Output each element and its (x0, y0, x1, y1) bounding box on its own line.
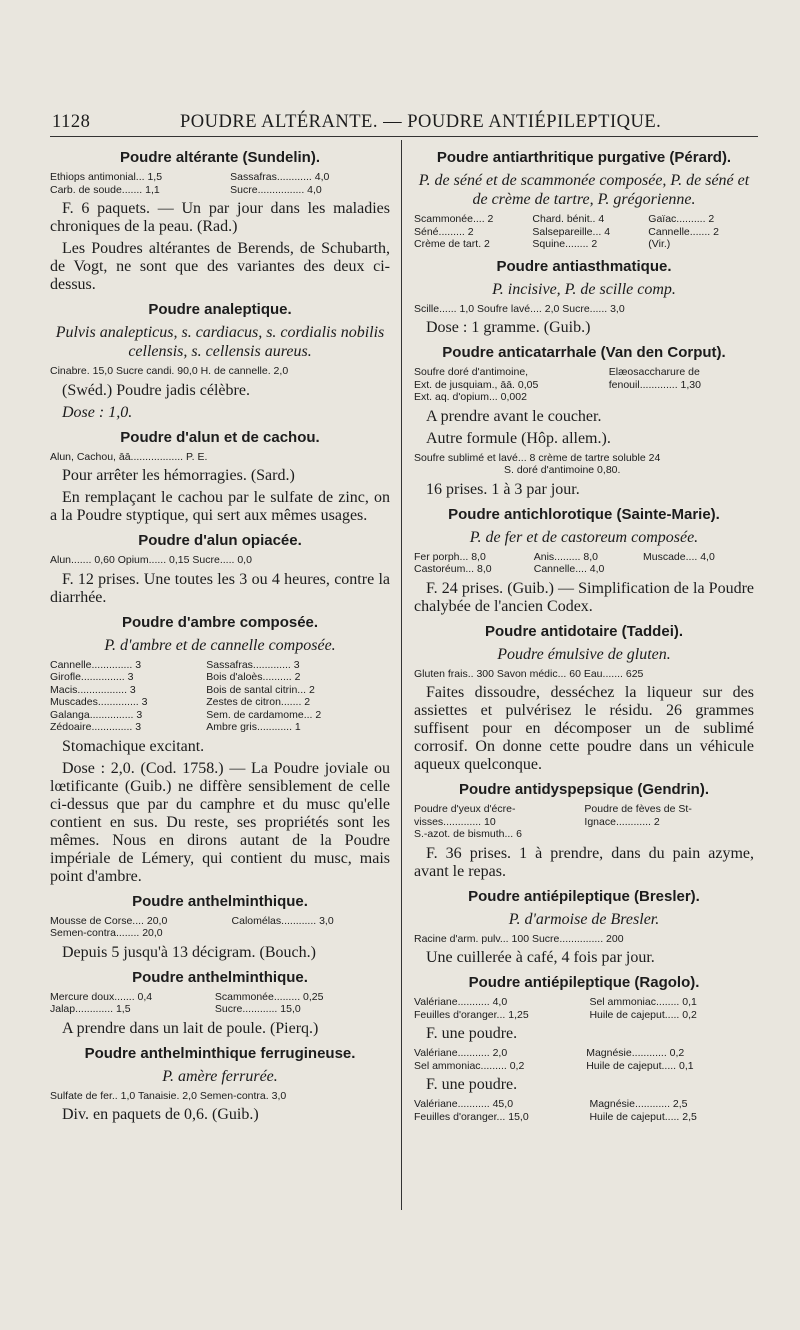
ingredient-row (414, 391, 754, 404)
ingredient: Gaïac.......... 2 (648, 213, 715, 225)
ingredient: Magnésie............ 0,2 (586, 1047, 685, 1059)
ingredient (232, 927, 390, 940)
paragraph: Les Poudres altérantes de Berends, de Schubarth, de Vogt, ne sont que des variantes des deux ci-dessus. (50, 240, 390, 293)
ingredient-table (50, 915, 390, 940)
ingredient-table (50, 1090, 390, 1103)
section-title: Poudre anticatarrhale (Van den Corput). (442, 344, 726, 361)
section-title: Poudre d'alun opiacée. (138, 532, 302, 549)
ingredient-row (50, 927, 390, 940)
section-subtitle: P. d'ambre et de cannelle composée. (104, 636, 336, 654)
ingredient: Bois de santal citrin... 2 (206, 683, 315, 696)
section-title: Poudre antiépileptique (Ragolo). (468, 974, 700, 991)
ingredient: Salsepareille... 4 (532, 225, 611, 238)
ingredient: Alun, Cachou, āā.................. P. E. (50, 450, 208, 463)
ingredient-table (50, 171, 390, 196)
ingredient: Poudre de fèves de St- (584, 803, 692, 815)
section-subtitle: P. d'armoise de Bresler. (508, 910, 660, 928)
section-title: Poudre antichlorotique (Sainte-Marie). (448, 505, 720, 523)
ingredient-row (414, 1060, 754, 1073)
ingredient (584, 828, 754, 841)
ingredient-row (414, 213, 754, 226)
ingredient-table (414, 551, 754, 576)
paragraph: F. 24 prises. (Guib.) — Simplification de la Poudre chalybée de l'ancien Codex. (414, 579, 754, 615)
ingredient: Sucre............ 15,0 (214, 1003, 301, 1015)
ingredient: Ext. de jusquiam., āā. 0,05 (414, 378, 539, 391)
paragraph: En remplaçant le cachou par le sulfate de zinc, on a la Poudre styptique, qui sert aux mêmes usages. (50, 489, 390, 524)
ingredient (609, 391, 754, 404)
ingredient: Macis................. 3 (50, 683, 136, 696)
left-column (50, 142, 390, 1128)
ingredient: Fer porph... 8,0 (414, 550, 486, 563)
ingredient: Muscades.............. 3 (50, 696, 148, 708)
ingredient-row (50, 721, 390, 734)
ingredient-table (414, 668, 754, 681)
ingredient-table (414, 303, 754, 316)
paragraph: Pour arrêter les hémorragies. (Sard.) (62, 467, 295, 484)
paragraph: Stomachique excitant. (62, 737, 205, 755)
paragraph: F. 36 prises. 1 à prendre, dans du pain azyme, avant le repas. (414, 844, 754, 880)
ingredient: Mercure doux....... 0,4 (50, 990, 153, 1003)
ingredient: Zestes de citron....... 2 (206, 696, 311, 708)
ingredient: Bois d'aloès.......... 2 (206, 671, 301, 683)
page-number: 1128 (52, 112, 91, 132)
ingredient-row (414, 366, 754, 379)
ingredient: Cannelle....... 2 (648, 225, 719, 238)
ingredient: Soufre doré d'antimoine, (414, 366, 529, 378)
ingredient: Sel ammoniac......... 0,2 (414, 1059, 525, 1072)
ingredient-row (50, 709, 390, 722)
ingredient-row (414, 226, 754, 239)
ingredient-row (414, 1111, 754, 1124)
paragraph: A prendre dans un lait de poule. (Pierq.) (62, 1019, 319, 1037)
section-subtitle: P. incisive, P. de scille comp. (492, 280, 676, 298)
ingredient-table (414, 933, 754, 946)
ingredient-row (50, 184, 390, 197)
ingredient: Castoréum... 8,0 (414, 563, 492, 575)
ingredient-table (414, 1098, 754, 1123)
paragraph: F. une poudre. (426, 1076, 518, 1093)
section-subtitle: Poudre émulsive de gluten. (497, 645, 671, 663)
ingredient: Galanga............... 3 (50, 708, 143, 721)
right-column (414, 142, 754, 1127)
ingredient: Cannelle.... 4,0 (533, 563, 605, 575)
section-title: Poudre anthelminthique. (132, 968, 308, 986)
ingredient: Feuilles d'oranger... 1,25 (414, 1008, 529, 1021)
ingredient: Ethiops antimonial... 1,5 (50, 171, 163, 183)
running-title: POUDRE ALTÉRANTE. — POUDRE ANTIÉPILEPTIQUE. (180, 112, 662, 132)
paragraph: A prendre avant le coucher. (426, 407, 602, 425)
ingredient: Magnésie............ 2,5 (589, 1098, 688, 1110)
section-title: Poudre anthelminthique ferrugineuse. (84, 1044, 356, 1062)
ingredient: Valériane........... 4,0 (414, 996, 508, 1008)
section-title: Poudre antidotaire (Taddei). (484, 622, 684, 640)
ingredient: Racine d'arm. pulv... 100 Sucre............... 200 (414, 932, 624, 945)
ingredient-table (414, 452, 754, 477)
ingredient: Alun....... 0,60 Opium...... 0,15 Sucre..... 0,0 (50, 554, 252, 566)
ingredient-row (414, 816, 754, 829)
paragraph: Depuis 5 jusqu'à 13 décigram. (Bouch.) (62, 943, 316, 961)
ingredient: (Vir.) (648, 238, 671, 250)
ingredient: Ignace............ 2 (584, 815, 660, 828)
ingredient: Anis......... 8,0 (533, 550, 598, 563)
ingredient: Sulfate de fer.. 1,0 Tanaisie. 2,0 Semen-contra. 3,0 (50, 1089, 287, 1102)
ingredient: Sucre................ 4,0 (230, 183, 322, 196)
ingredient-row (414, 828, 754, 841)
ingredient-table (50, 554, 390, 567)
ingredient-table (50, 365, 390, 378)
ingredient-row (414, 1047, 754, 1060)
ingredient: Huile de cajeput..... 2,5 (589, 1110, 697, 1123)
ingredient-row (50, 671, 390, 684)
ingredient: Girofle............... 3 (50, 671, 134, 683)
ingredient: Poudre d'yeux d'écre- (414, 803, 516, 815)
ingredient (643, 563, 754, 576)
ingredient-row (414, 803, 754, 816)
paragraph: Autre formule (Hôp. allem.). (426, 429, 611, 447)
paragraph: Faites dissoudre, desséchez la liqueur sur des assiettes et pulvérisez le résidu. 26 grammes suffisent pour en décomposer un de sublimé corrosif. On donne cette poudre dans un véhicule aqueux quelconque. (414, 684, 754, 773)
ingredient: fenouil............. 1,30 (608, 378, 701, 391)
ingredient-row (414, 563, 754, 576)
ingredient-table (414, 1047, 754, 1072)
ingredient: Soufre sublimé et lavé... 8 crème de tartre soluble 24 (414, 451, 661, 464)
section-title: Poudre analeptique. (148, 301, 292, 318)
ingredient-row (414, 238, 754, 251)
ingredient: Gluten frais.. 300 Savon médic... 60 Eau....... 625 (414, 667, 644, 680)
ingredient: Cinabre. 15,0 Sucre candi. 90,0 H. de cannelle. 2,0 (50, 365, 289, 377)
ingredient-row (50, 684, 390, 697)
ingredient-row (50, 1003, 390, 1016)
section-title: Poudre antiarthritique purgative (Pérard). (436, 149, 732, 166)
section-title: Poudre antidyspepsique (Gendrin). (458, 781, 710, 798)
ingredient-table (414, 996, 754, 1021)
ingredient: S. doré d'antimoine 0,80. (504, 464, 621, 476)
ingredient-table (414, 803, 754, 841)
paragraph: Div. en paquets de 0,6. (Guib.) (62, 1106, 259, 1123)
ingredient: Scille...... 1,0 Soufre lavé.... 2,0 Sucre...... 3,0 (414, 302, 625, 315)
ingredient-row (50, 915, 390, 928)
ingredient: S.-azot. de bismuth... 6 (414, 828, 522, 840)
ingredient-row (50, 991, 390, 1004)
section-title: Poudre altérante (Sundelin). (119, 149, 321, 166)
column-divider (401, 140, 402, 1210)
ingredient: Ambre gris............ 1 (206, 721, 301, 733)
ingredient: Mousse de Corse.... 20,0 (50, 914, 168, 927)
ingredient: Ext. aq. d'opium... 0,002 (414, 391, 527, 403)
ingredient: Carb. de soude....... 1,1 (50, 183, 160, 196)
ingredient: Cannelle.............. 3 (50, 658, 142, 671)
ingredient: Muscade.... 4,0 (643, 550, 715, 563)
ingredient: Sel ammoniac........ 0,1 (589, 996, 697, 1008)
section-title: Poudre antiasthmatique. (496, 257, 672, 275)
ingredient-table (414, 213, 754, 251)
ingredient-table (414, 366, 754, 404)
ingredient: Huile de cajeput..... 0,2 (589, 1008, 697, 1021)
ingredient: Sem. de cardamome... 2 (206, 708, 322, 721)
section-subtitle: P. amère ferrurée. (162, 1067, 278, 1085)
ingredient: Jalap............. 1,5 (50, 1003, 131, 1015)
ingredient-row (50, 696, 390, 709)
paragraph: Dose : 2,0. (Cod. 1758.) — La Poudre joviale ou lœtificante (Guib.) ne diffère sensiblement de celle ci-dessus que par du camphre et du musc qu'elle contient en sus. Du reste, ses propriétés sont les mêmes. Nous en dirons autant de la Poudre impériale de Lémery, qui contient du musc, mais point d'ambre. (50, 759, 390, 885)
ingredient: Sassafras............ 4,0 (230, 171, 330, 183)
ingredient: Zédoaire.............. 3 (50, 721, 142, 733)
ingredient-table (50, 659, 390, 734)
ingredient: Scammonée.... 2 (414, 213, 494, 225)
section-subtitle: Pulvis analepticus, s. cardiacus, s. cordialis nobilis cellensis, s. cellensis aureus. (55, 324, 385, 360)
ingredient: Sassafras............. 3 (206, 658, 300, 671)
ingredient-row (414, 1009, 754, 1022)
ingredient: Chard. bénit.. 4 (532, 213, 605, 225)
ingredient-row (414, 551, 754, 564)
ingredient: Calomélas............ 3,0 (231, 914, 334, 927)
ingredient-row (414, 996, 754, 1009)
section-subtitle: P. de séné et de scammonée composée, P. de séné et de crème de tartre, P. grégorienne. (418, 172, 750, 208)
ingredient: Valériane........... 2,0 (414, 1047, 508, 1059)
header-rule (50, 136, 758, 137)
paragraph: Une cuillerée à café, 4 fois par jour. (426, 949, 655, 966)
paragraph: F. une poudre. (426, 1025, 518, 1042)
paragraph: F. 12 prises. Une toutes les 3 ou 4 heures, contre la diarrhée. (50, 570, 390, 606)
ingredient: Semen-contra........ 20,0 (50, 927, 163, 939)
ingredient-table (50, 991, 390, 1016)
section-title: Poudre antiépileptique (Bresler). (468, 887, 700, 905)
ingredient-row (414, 1098, 754, 1111)
ingredient: Feuilles d'oranger... 15,0 (414, 1110, 529, 1123)
ingredient: Séné......... 2 (414, 225, 474, 238)
dose-line: Dose : 1 gramme. (Guib.) (426, 319, 591, 336)
ingredient: visses............. 10 (414, 815, 496, 828)
section-title: Poudre d'ambre composée. (121, 613, 319, 631)
section-title: Poudre d'alun et de cachou. (120, 428, 320, 446)
ingredient: Huile de cajeput..... 0,1 (586, 1059, 694, 1072)
dose-line: Dose : 1,0. (62, 403, 133, 421)
paragraph: 16 prises. 1 à 3 par jour. (426, 480, 580, 498)
ingredient: Elæosaccharure de (608, 366, 700, 378)
ingredient-row (50, 171, 390, 184)
ingredient-row (414, 379, 754, 392)
ingredient: Valériane........... 45,0 (414, 1098, 514, 1110)
section-subtitle: P. de fer et de castoreum composée. (469, 528, 699, 546)
section-title: Poudre anthelminthique. (132, 892, 308, 910)
ingredient: Scammonée......... 0,25 (214, 990, 324, 1003)
ingredient-row (50, 659, 390, 672)
ingredient: Squine........ 2 (532, 238, 598, 250)
ingredient: Crème de tart. 2 (414, 238, 490, 250)
ingredient-table (50, 451, 390, 464)
paragraph: F. 6 paquets. — Un par jour dans les maladies chroniques de la peau. (Rad.) (50, 200, 390, 235)
paragraph: (Swéd.) Poudre jadis célèbre. (62, 381, 250, 399)
